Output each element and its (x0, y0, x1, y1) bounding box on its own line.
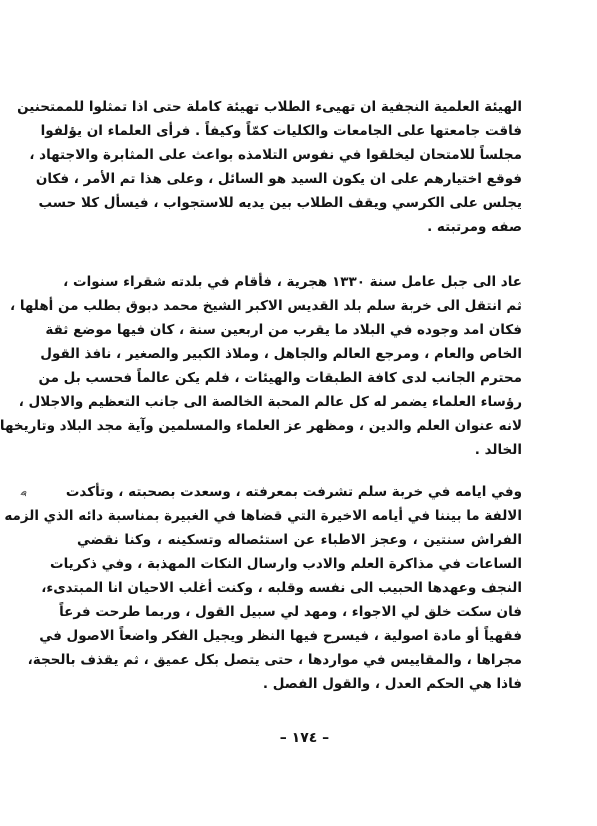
text-line: الساعات في مذاكرة العلم والادب وارسال النكات المهذبة ، وفي ذكريات (50, 556, 522, 572)
text-line: وفي ايامه في خربة سلم تشرفت بمعرفته ، وسعدت بصحبته ، وتأكدت (65, 484, 522, 500)
text-line: فكان امد وجوده في البلاد ما يقرب من اربعين سنة ، كان فيها موضع ثقة (45, 322, 522, 338)
text-line: الالفة ما بيننا في أيامه الاخيرة التي قضاها في الغبيرة بمناسبة دائه الذي الزمه (4, 508, 522, 524)
text-line: الخالد . (474, 442, 522, 458)
text-line: عاد الى جبل عامل سنة ١٣٣٠ هجرية ، فأقام في بلدته شقراء سنوات ، (63, 274, 522, 290)
text-line: يجلس على الكرسي ويقف الطلاب بين يديه للاستجواب ، فيسأل كلا حسب (38, 195, 522, 211)
text-line: فقهياً أو مادة اصولية ، فيسرح فيها النظر ويجيل الفكر واضعاً الاصول في (39, 628, 522, 644)
paragraph-exam-council (17, 95, 522, 239)
text-line: فوقع اختيارهم على ان يكون السيد هو السائل ، وعلى هذا تم الأمر ، فكان (35, 171, 522, 187)
text-line: النجف وعهدها الحبيب الى نفسه وقلبه ، وكنت أغلب الاحيان انا المبتدىء، (41, 580, 522, 596)
text-line: لانه عنوان العلم والدين ، ومظهر عز العلماء والمسلمين وآية مجد البلاد وتاريخها (0, 418, 522, 434)
text-line: فان سكت خلق لي الاجواء ، ومهد لي سبيل القول ، وربما طرحت فرعاً (59, 604, 522, 620)
text-line: مجلساً للامتحان ليخلقوا في نفوس التلامذه بواعث على المثابرة والاجتهاد ، (29, 147, 522, 163)
paragraph-return-to-jabal-amil (0, 270, 522, 462)
page-number: – ١٧٤ – (279, 730, 330, 746)
text-line: الخاص والعام ، ومرجع العالم والجاهل ، وملاذ الكبير والصغير ، نافذ القول (40, 346, 522, 362)
text-line: فاذا هي الحكم العدل ، والقول الفصل . (262, 676, 522, 692)
text-line: ثم انتقل الى خربة سلم بلد القديس الاكبر الشيخ محمد دبوق بطلب من أهلها ، (10, 298, 522, 314)
text-line: مجراها ، والمقاييس في مواردها ، حتى يتصل بكل عميق ، ثم يقذف بالحجة، (27, 652, 522, 668)
paragraph-memories (4, 480, 522, 696)
text-line: فاقت جامعتها على الجامعات والكليات كمّاً وكيفاً . فرأى العلماء ان يؤلفوا (40, 123, 522, 139)
text-line: الهيئة العلمية النجفية ان تهيىء الطلاب تهيئة كاملة حتى اذا تمثلوا للممتحنين (17, 99, 522, 115)
text-line: محترم الجانب لدى كافة الطبقات والهيئات ، فلم يكن عالماً فحسب بل من (38, 370, 522, 386)
margin-scan-mark-icon: ﻫ (16, 490, 29, 496)
text-line: صفه ومرتبته . (427, 219, 522, 235)
text-line: رؤساء العلماء يضمر له كل عالم المحبة الخالصة الى جانب التعظيم والاجلال ، (18, 394, 522, 410)
text-line: الفراش سنتين ، وعجز الاطباء عن استئصاله وتسكينه ، وكنا نقضي (77, 532, 522, 548)
